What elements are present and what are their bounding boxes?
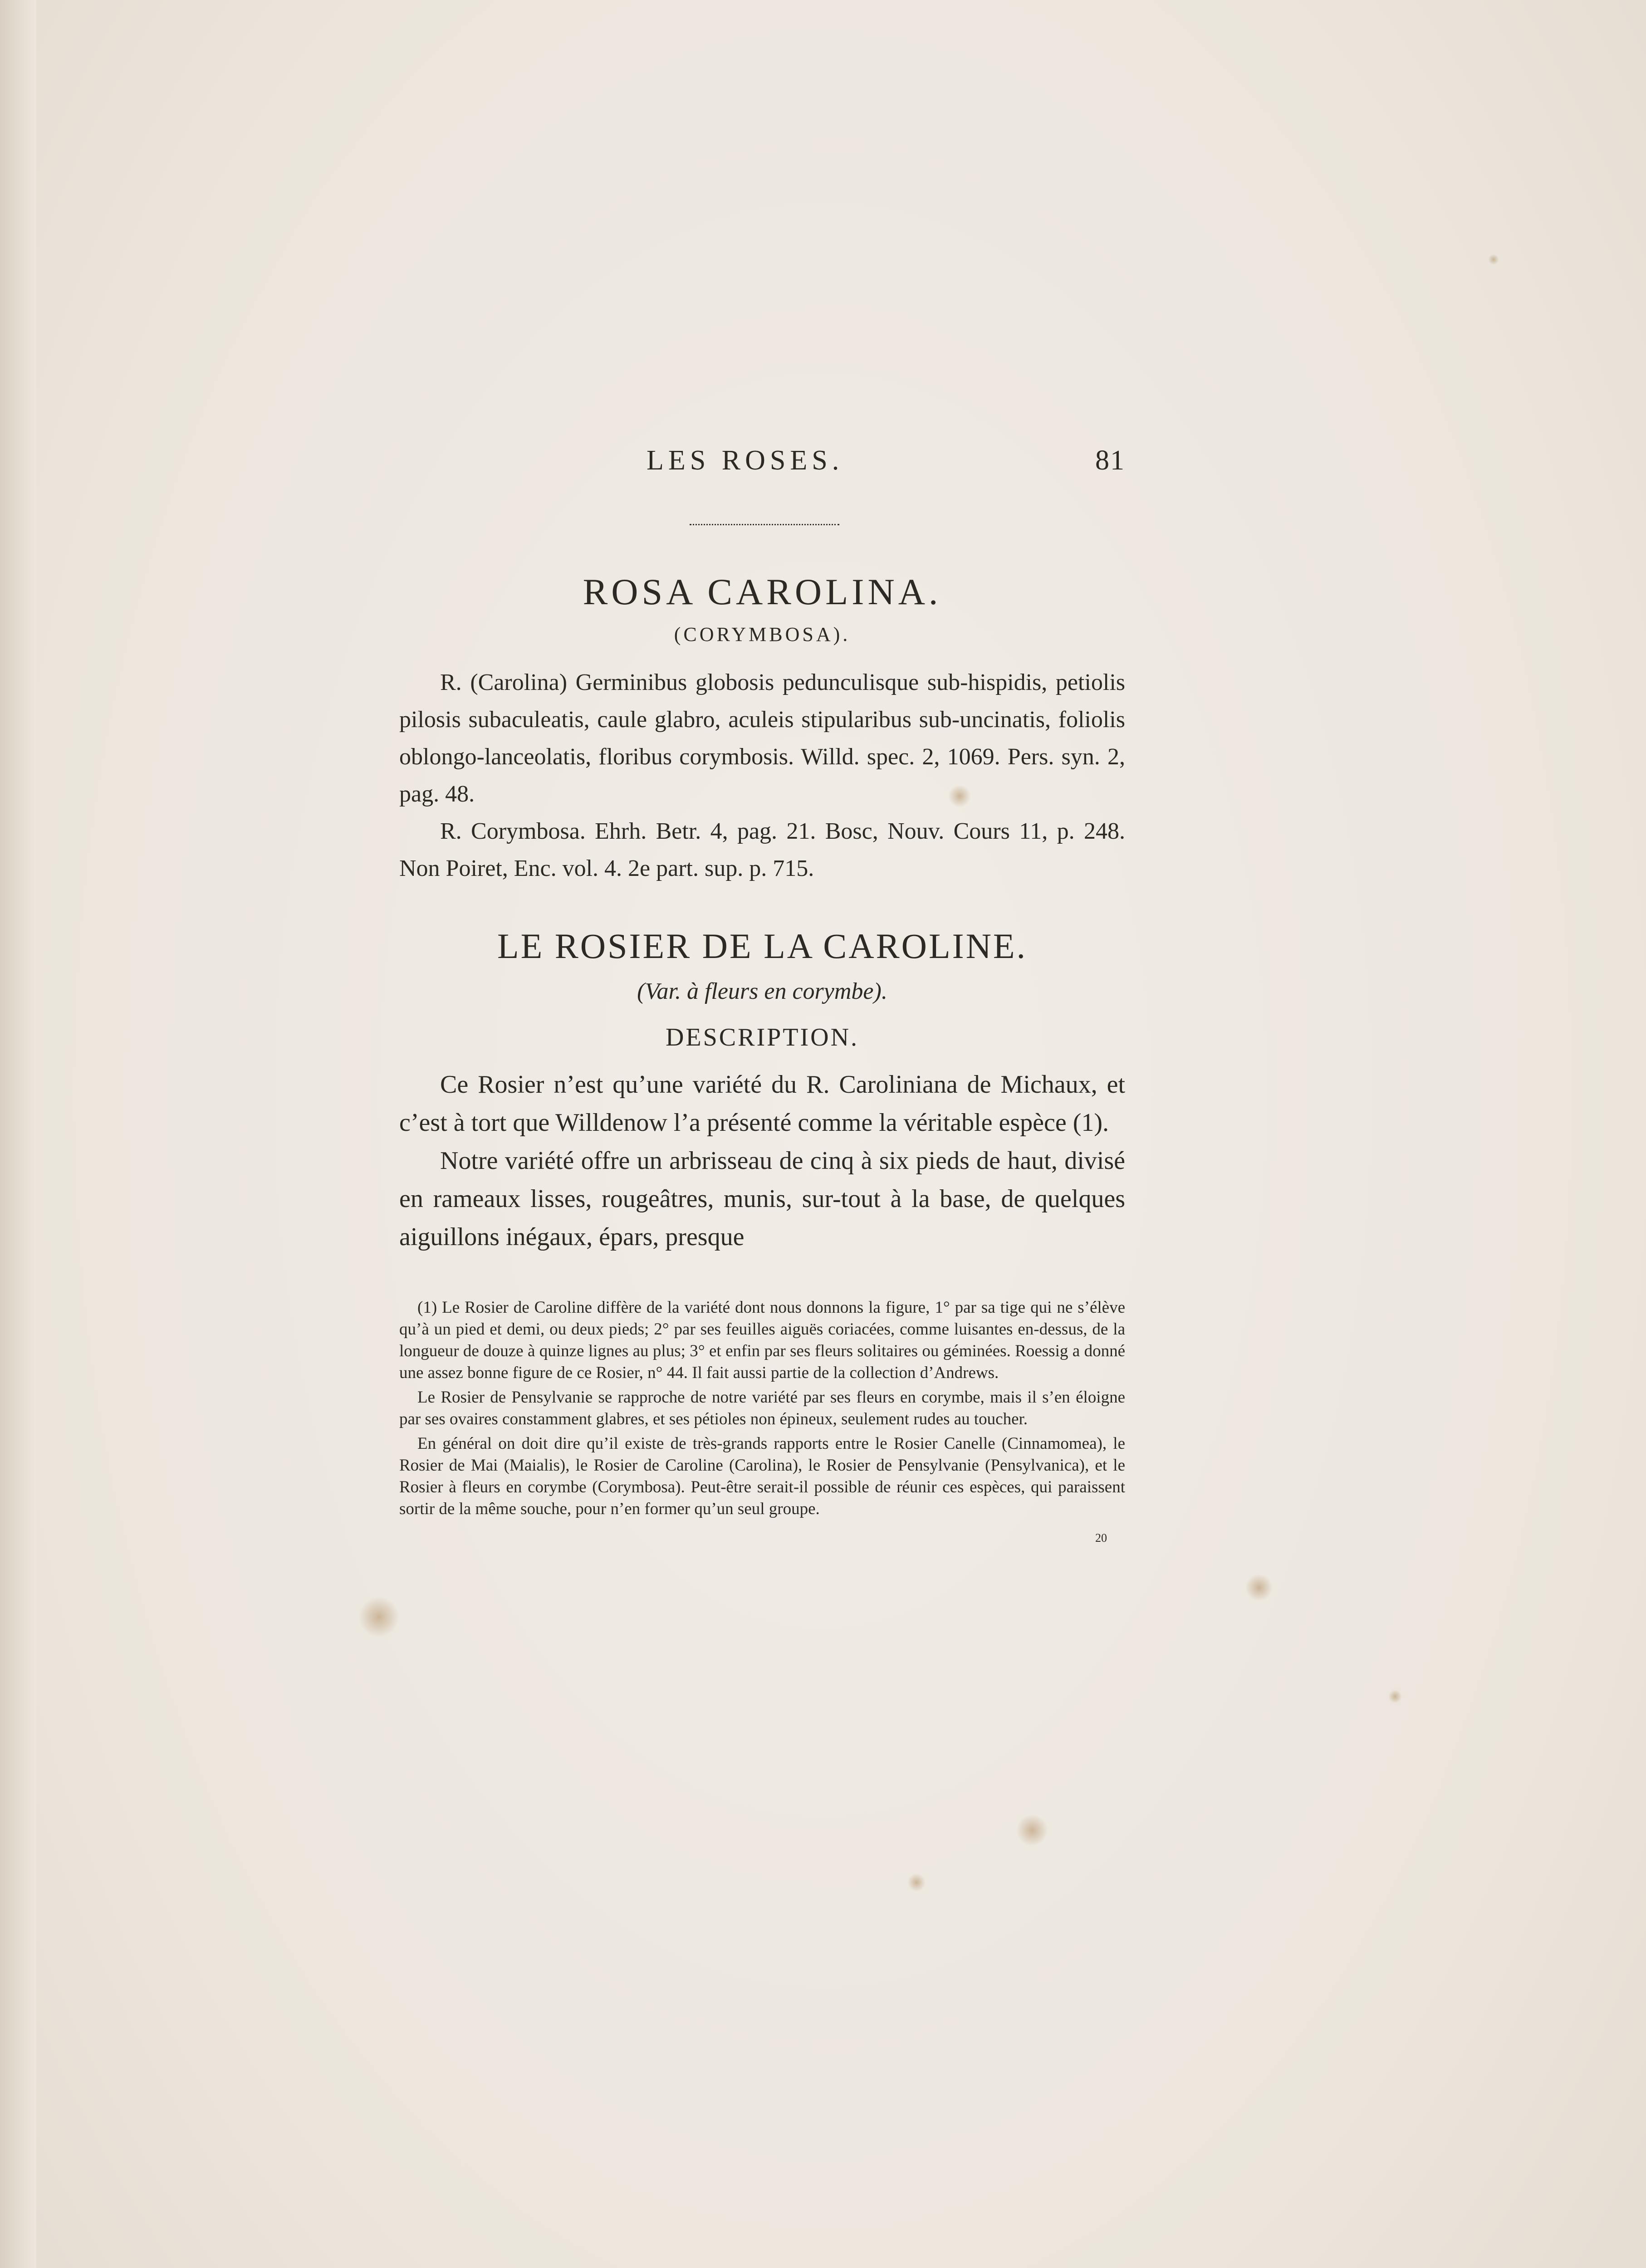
description-paragraph: Notre variété offre un arbrisseau de cinq à six pieds de haut, divisé en rameaux lisses, rougeâtres, munis, sur-tout à la base, de quelques aiguillons inégaux, épars, presque — [399, 1147, 1125, 1251]
french-title: LE ROSIER DE LA CAROLINE. — [497, 926, 1028, 966]
diagnosis-paragraph: R. Corymbosa. Ehrh. Betr. 4, pag. 21. Bosc, Nouv. Cours 11, p. 248. Non Poiret, Enc. vol. 4. 2e part. sup. p. 715. — [399, 818, 1125, 881]
signature-mark: 20 — [1095, 1531, 1107, 1545]
paper-edge — [0, 0, 36, 2268]
diagnosis-paragraph: R. (Carolina) Germinibus globosis pedunculisque sub-hispidis, petiolis pilosis subaculeatis, caule glabro, aculeis stipularibus sub-uncinatis, foliolis oblongo-lanceolatis, floribus corymbosis. Willd. spec. 2, 1069. Pers. syn. 2, pag. 48. — [399, 670, 1125, 807]
french-subtitle: (Var. à fleurs en corymbe). — [637, 978, 887, 1004]
footnote: En général on doit dire qu’il existe de très-grands rapports entre le Rosier Canelle (Cinnamomea), le Rosier de Mai (Maialis), le Rosier de Caroline (Carolina), le Rosier de Pensylvanie (Pensylvanica), et le Rosier à fleurs en corymbe (Corymbosa). Peut-être serait-il possible de réunir ces espèces, qui paraissent sortir de la même souche, pour n’en former qu’un seul groupe. — [399, 1434, 1125, 1518]
text-block — [399, 445, 1125, 1545]
description-body — [399, 1066, 1125, 1256]
running-title: LES ROSES. — [647, 445, 844, 476]
ornamental-rule — [690, 524, 839, 525]
foxing-stain — [907, 1873, 926, 1892]
description-paragraph: Ce Rosier n’est qu’une variété du R. Caroliniana de Michaux, et c’est à tort que Willdenow l’a présenté comme la véritable espèce (1). — [399, 1070, 1125, 1137]
footnotes — [399, 1297, 1125, 1520]
latin-diagnosis — [399, 664, 1125, 887]
section-heading: DESCRIPTION. — [665, 1023, 859, 1051]
foxing-stain — [1016, 1814, 1048, 1846]
foxing-stain — [358, 1597, 399, 1637]
foxing-stain — [1388, 1690, 1402, 1703]
footnote: (1) Le Rosier de Caroline diffère de la variété dont nous donnons la figure, 1° par sa tige qui ne s’élève qu’à un pied et demi, ou deux pieds; 2° par ses feuilles aiguës coriacées, comme luisantes en-dessus, de la longueur de douze à quinze lignes au plus; 3° et enfin par ses fleurs solitaires ou géminées. Roessig a donné une assez bonne figure de ce Rosier, n° 44. Il fait aussi partie de la collection d’Andrews. — [399, 1298, 1125, 1382]
running-head — [399, 445, 1125, 485]
latin-synonym: (CORYMBOSA). — [674, 623, 851, 645]
foxing-stain — [1488, 254, 1499, 265]
foxing-stain — [1245, 1574, 1273, 1601]
footnote: Le Rosier de Pensylvanie se rapproche de notre variété par ses fleurs en corymbe, mais il s’en éloigne par ses ovaires constamment glabres, et ses pétioles non épineux, seulement rudes au toucher. — [399, 1388, 1125, 1428]
page-number: 81 — [1095, 445, 1125, 476]
latin-title: ROSA CAROLINA. — [583, 571, 942, 612]
